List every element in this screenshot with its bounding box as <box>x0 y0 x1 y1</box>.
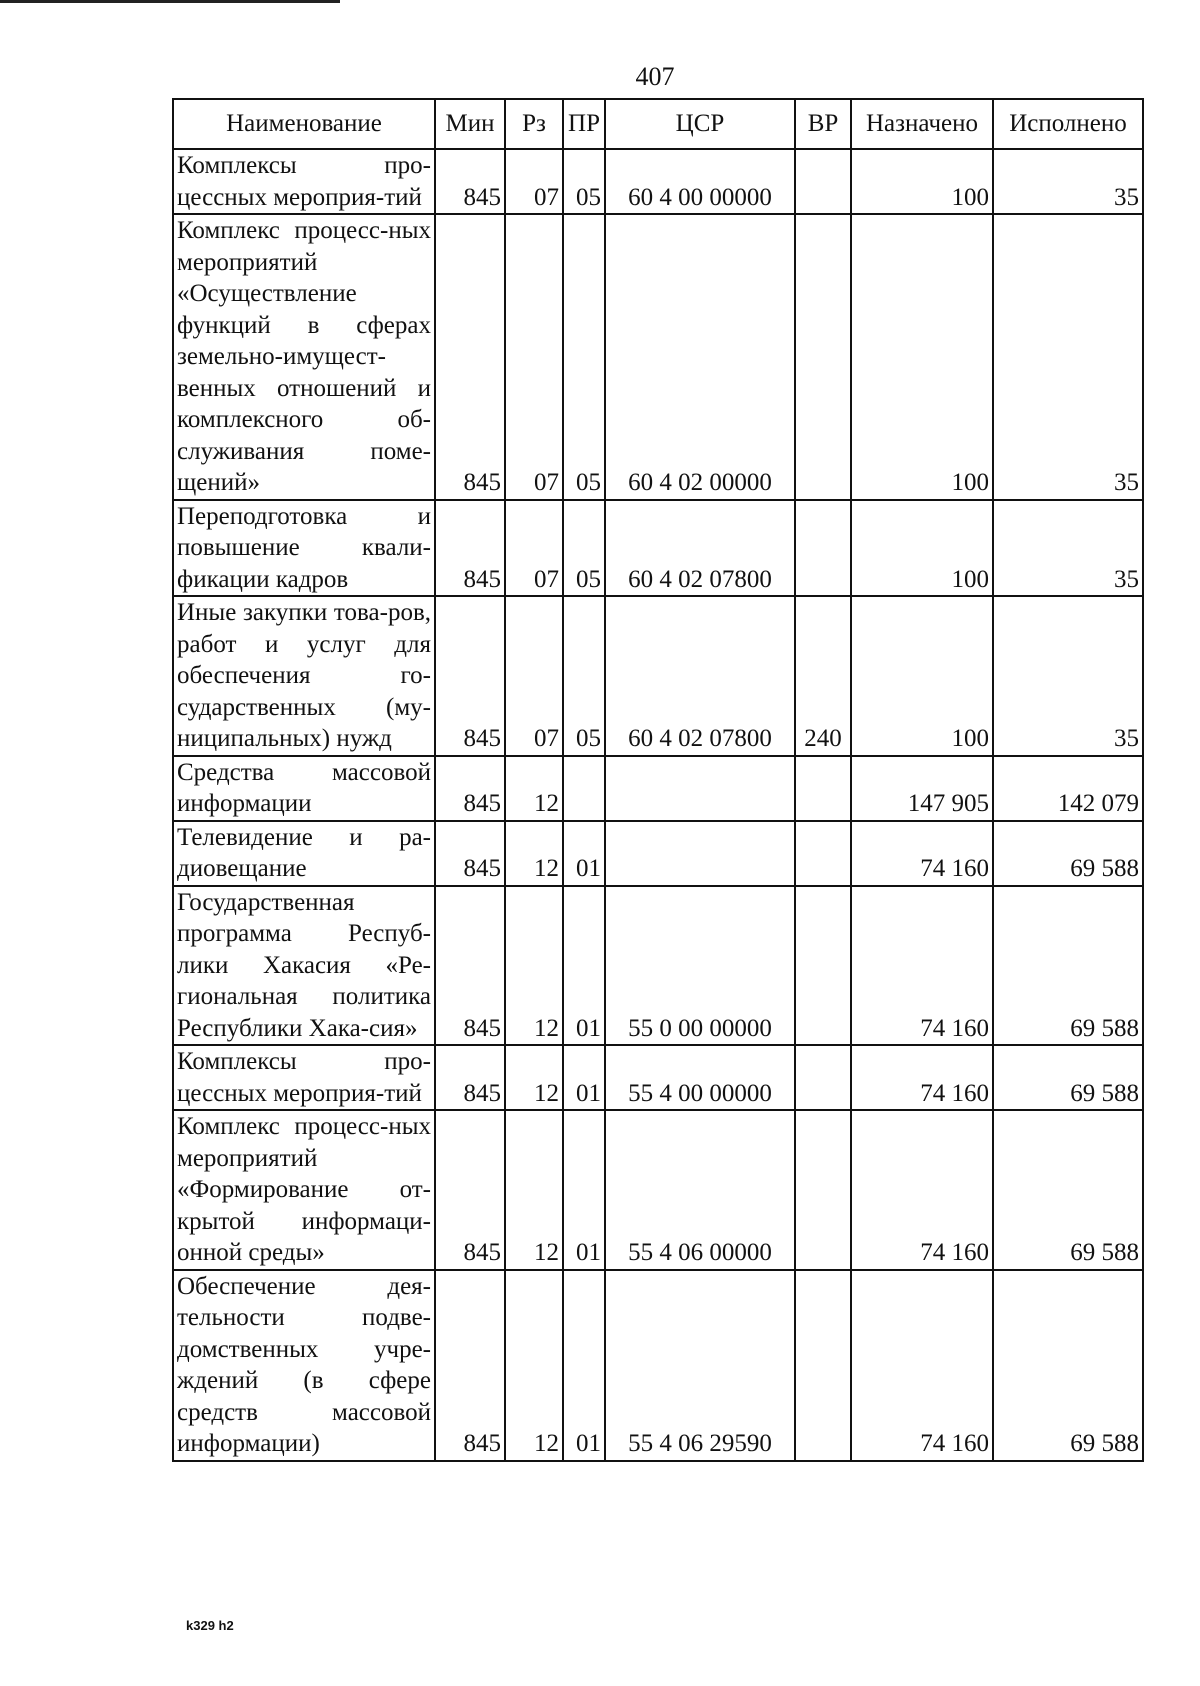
row-csr: 60 4 02 07800 <box>605 500 795 597</box>
row-vr <box>795 756 851 821</box>
budget-table <box>172 98 1144 1462</box>
table-row <box>173 149 1143 214</box>
row-min: 845 <box>435 214 505 500</box>
header-csr: ЦСР <box>605 99 795 149</box>
row-pr: 05 <box>563 596 605 756</box>
row-min: 845 <box>435 1270 505 1461</box>
row-pr <box>563 756 605 821</box>
row-assigned: 74 160 <box>851 821 993 886</box>
table-header-row <box>173 99 1143 149</box>
table-row <box>173 1110 1143 1270</box>
row-pr: 01 <box>563 1270 605 1461</box>
header-rz: Рз <box>505 99 563 149</box>
row-executed: 69 588 <box>993 1045 1143 1110</box>
row-rz: 12 <box>505 821 563 886</box>
row-min: 845 <box>435 1110 505 1270</box>
row-name: Комплексы про-цессных мероприя-тий <box>173 149 435 214</box>
table-row <box>173 500 1143 597</box>
row-rz: 12 <box>505 886 563 1046</box>
row-pr: 05 <box>563 214 605 500</box>
row-executed: 69 588 <box>993 1110 1143 1270</box>
row-rz: 07 <box>505 214 563 500</box>
row-min: 845 <box>435 886 505 1046</box>
row-name: Комплексы про-цессных мероприя-тий <box>173 1045 435 1110</box>
row-csr: 60 4 00 00000 <box>605 149 795 214</box>
row-assigned: 74 160 <box>851 1110 993 1270</box>
row-assigned: 100 <box>851 214 993 500</box>
row-pr: 01 <box>563 1045 605 1110</box>
row-name: Переподготовка и повышение квали-фикации кадров <box>173 500 435 597</box>
table-row <box>173 756 1143 821</box>
row-assigned: 74 160 <box>851 1270 993 1461</box>
table-row <box>173 214 1143 500</box>
table-row <box>173 886 1143 1046</box>
row-pr: 01 <box>563 1110 605 1270</box>
row-name: Комплекс процесс-ных мероприятий «Осуществление функций в сферах земельно-имущест-венных отношений и комплексного об-служивания поме-щений» <box>173 214 435 500</box>
row-executed: 35 <box>993 149 1143 214</box>
row-name: Государственная программа Респуб-лики Хакасия «Ре-гиональная политика Республики Хака-сия» <box>173 886 435 1046</box>
row-name: Комплекс процесс-ных мероприятий «Формирование от-крытой информаци-онной среды» <box>173 1110 435 1270</box>
row-rz: 07 <box>505 596 563 756</box>
row-vr <box>795 500 851 597</box>
row-csr: 60 4 02 00000 <box>605 214 795 500</box>
row-pr: 01 <box>563 821 605 886</box>
row-csr: 55 0 00 00000 <box>605 886 795 1046</box>
table-row <box>173 821 1143 886</box>
row-vr <box>795 1270 851 1461</box>
page-number: 407 <box>635 62 675 91</box>
table-row <box>173 1045 1143 1110</box>
row-executed: 35 <box>993 214 1143 500</box>
row-pr: 05 <box>563 149 605 214</box>
row-vr <box>795 821 851 886</box>
row-assigned: 100 <box>851 500 993 597</box>
row-rz: 12 <box>505 1110 563 1270</box>
row-executed: 142 079 <box>993 756 1143 821</box>
row-name: Иные закупки това-ров, работ и услуг для обеспечения го-сударственных (му-ниципальных) нужд <box>173 596 435 756</box>
row-csr: 55 4 06 29590 <box>605 1270 795 1461</box>
row-rz: 07 <box>505 149 563 214</box>
row-rz: 12 <box>505 1270 563 1461</box>
header-executed: Исполнено <box>993 99 1143 149</box>
row-assigned: 100 <box>851 149 993 214</box>
row-rz: 12 <box>505 756 563 821</box>
row-vr <box>795 1045 851 1110</box>
scan-edge-line <box>0 0 340 3</box>
row-rz: 07 <box>505 500 563 597</box>
row-assigned: 74 160 <box>851 886 993 1046</box>
row-csr: 55 4 06 00000 <box>605 1110 795 1270</box>
row-csr <box>605 821 795 886</box>
row-min: 845 <box>435 821 505 886</box>
row-name: Средства массовой информации <box>173 756 435 821</box>
row-csr <box>605 756 795 821</box>
row-min: 845 <box>435 1045 505 1110</box>
header-pr: ПР <box>563 99 605 149</box>
header-assigned: Назначено <box>851 99 993 149</box>
row-executed: 35 <box>993 500 1143 597</box>
row-vr <box>795 1110 851 1270</box>
row-vr <box>795 149 851 214</box>
row-rz: 12 <box>505 1045 563 1110</box>
row-executed: 69 588 <box>993 821 1143 886</box>
header-vr: ВР <box>795 99 851 149</box>
row-min: 845 <box>435 500 505 597</box>
row-pr: 01 <box>563 886 605 1046</box>
row-name: Обеспечение дея-тельности подве-домственных учре-ждений (в сфере средств массовой информации) <box>173 1270 435 1461</box>
header-min: Мин <box>435 99 505 149</box>
table-row <box>173 1270 1143 1461</box>
header-name: Наименование <box>173 99 435 149</box>
row-pr: 05 <box>563 500 605 597</box>
row-csr: 60 4 02 07800 <box>605 596 795 756</box>
footer-code: k329 h2 <box>186 1618 234 1633</box>
row-vr: 240 <box>795 596 851 756</box>
row-vr <box>795 214 851 500</box>
row-executed: 35 <box>993 596 1143 756</box>
table-row <box>173 596 1143 756</box>
row-min: 845 <box>435 596 505 756</box>
row-min: 845 <box>435 149 505 214</box>
row-min: 845 <box>435 756 505 821</box>
row-name: Телевидение и ра-диовещание <box>173 821 435 886</box>
row-csr: 55 4 00 00000 <box>605 1045 795 1110</box>
row-executed: 69 588 <box>993 886 1143 1046</box>
row-executed: 69 588 <box>993 1270 1143 1461</box>
row-vr <box>795 886 851 1046</box>
row-assigned: 147 905 <box>851 756 993 821</box>
row-assigned: 100 <box>851 596 993 756</box>
row-assigned: 74 160 <box>851 1045 993 1110</box>
